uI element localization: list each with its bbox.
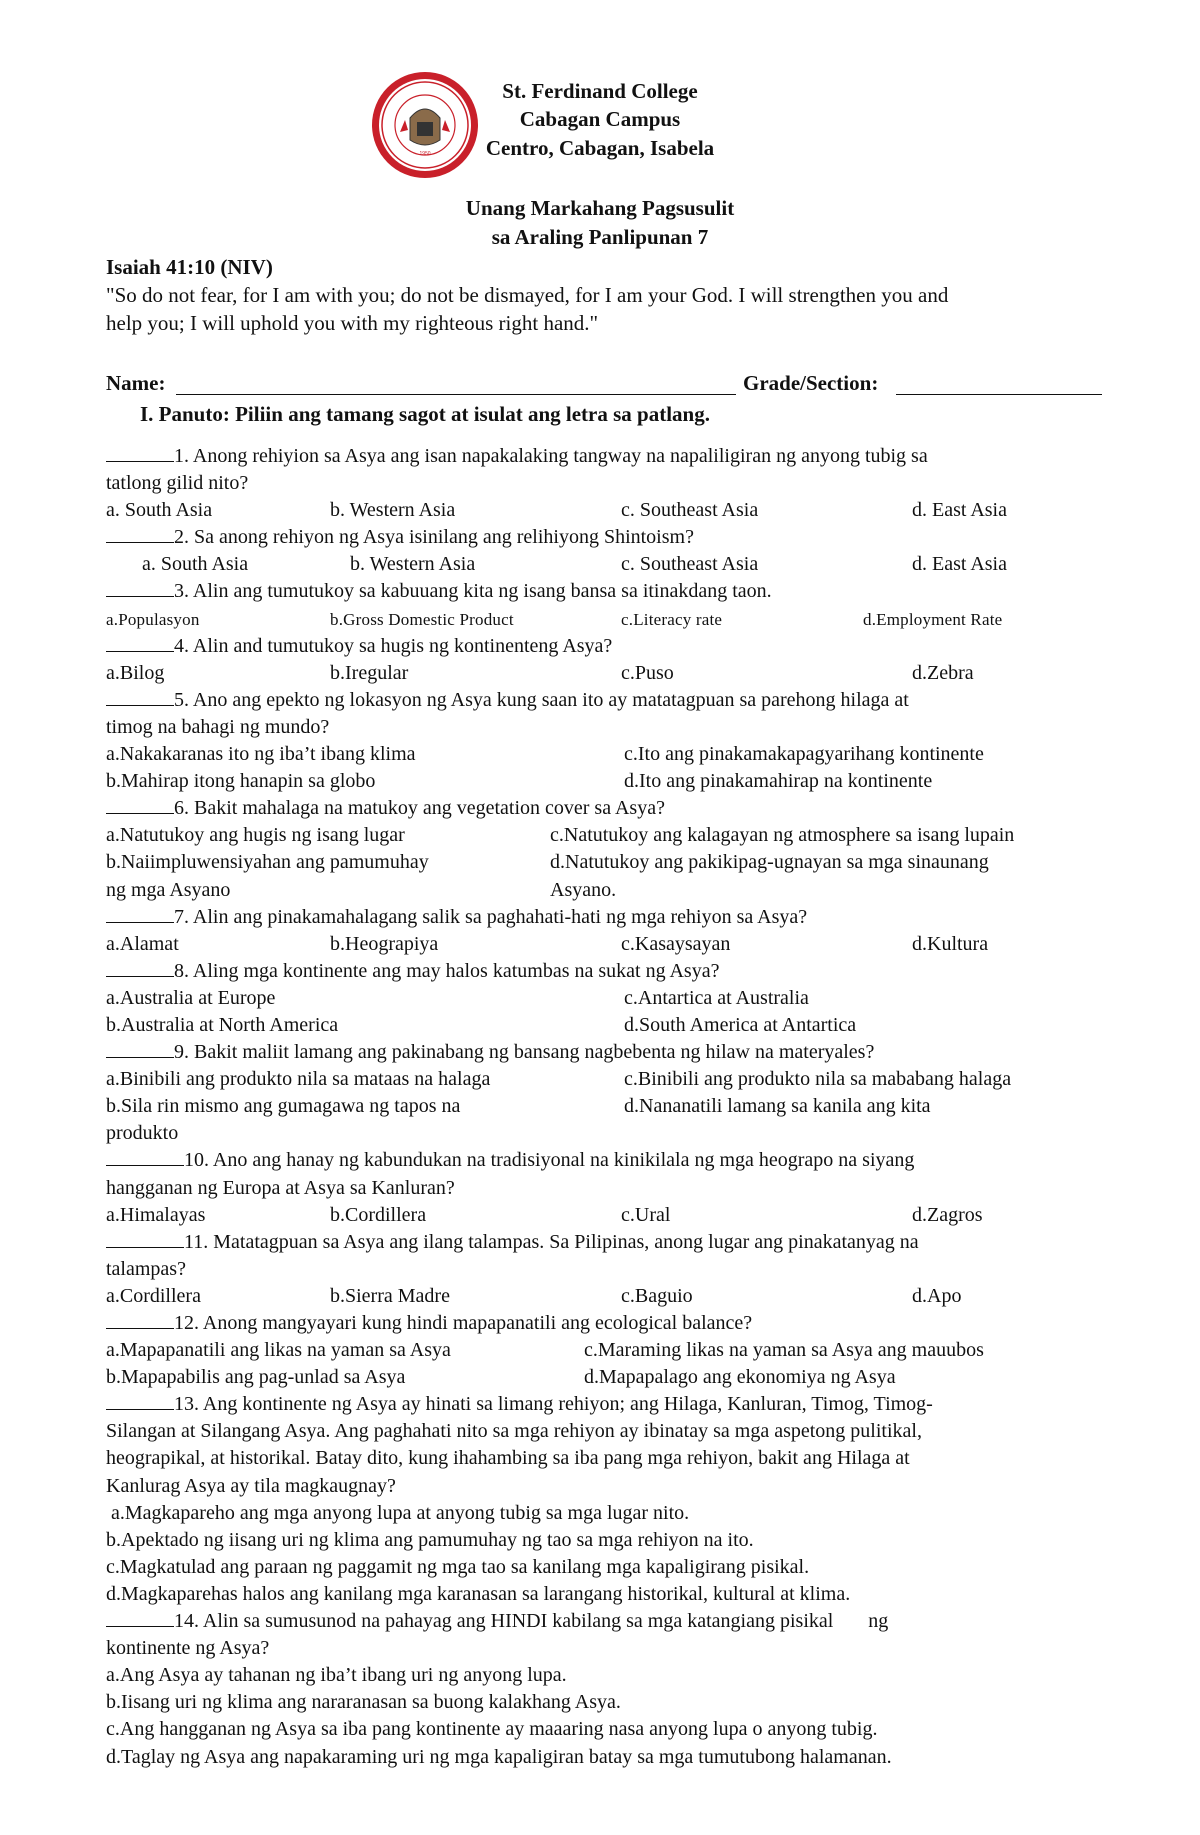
choice: c.Kasaysayan <box>621 932 731 955</box>
question-line <box>106 958 1102 985</box>
choice: d.Zagros <box>912 1203 983 1226</box>
choices-row <box>106 551 1102 578</box>
verse-reference: Isaiah 41:10 (NIV) <box>106 255 273 279</box>
answer-blank[interactable] <box>106 1608 174 1627</box>
choices-row <box>106 1066 1102 1093</box>
choice: a. South Asia <box>106 499 213 522</box>
question-line: Kanlurag Asya ay tila magkaugnay? <box>106 1474 396 1497</box>
choice: b.Sierra Madre <box>330 1284 450 1307</box>
instruction-heading: I. Panuto: Piliin ang tamang sagot at isulat ang letra sa patlang. <box>140 402 710 426</box>
question-line <box>106 524 1102 551</box>
questions-body <box>106 443 1102 1771</box>
choice: b.Gross Domestic Product <box>330 609 514 629</box>
question-line: talampas? <box>106 1257 186 1280</box>
choice: c.Maraming likas na yaman sa Asya ang mauubos <box>584 1339 984 1362</box>
question-text: 10. Ano ang hanay ng kabundukan na tradisiyonal na kinikilala ng mga heograpo na siyang <box>184 1149 915 1172</box>
student-info-row <box>106 371 1102 401</box>
choices-row <box>106 660 1102 687</box>
choice: b. Western Asia <box>350 553 476 576</box>
choice: c.Natutukoy ang kalagayan ng atmosphere sa isang lupain <box>550 824 1015 847</box>
choice: a.Alamat <box>106 932 179 955</box>
question-line <box>106 633 1102 660</box>
question-line <box>106 904 1102 931</box>
choice: a.Bilog <box>106 661 165 684</box>
question-text: 3. Alin ang tumutukoy sa kabuuang kita ng isang bansa sa itinakdang taon. <box>174 580 772 603</box>
choice: d.Nananatili lamang sa kanila ang kita <box>624 1095 931 1118</box>
choice: b.Australia at North America <box>106 1013 339 1036</box>
answer-blank[interactable] <box>106 1229 184 1248</box>
choice: c.Ito ang pinakamakapagyarihang kontinente <box>624 743 984 766</box>
grade-section-field-line[interactable] <box>896 394 1102 395</box>
choice-continued: Asyano. <box>550 878 617 901</box>
choice: d.South America at Antartica <box>624 1013 857 1036</box>
question-line <box>106 687 1102 714</box>
choice: d.Ito ang pinakamahirap na kontinente <box>624 770 933 793</box>
choice: b.Apektado ng iisang uri ng klima ang pamumuhay ng tao sa mga rehiyon na ito. <box>106 1528 754 1551</box>
choices-row <box>106 877 1102 904</box>
choice: d.Mapapalago ang ekonomiya ng Asya <box>584 1366 896 1389</box>
choice: d.Employment Rate <box>863 609 1003 629</box>
choices-row <box>106 1202 1102 1229</box>
choice: b.Mapapabilis ang pag-unlad sa Asya <box>106 1366 406 1389</box>
answer-blank[interactable] <box>106 578 174 597</box>
choice: d. East Asia <box>912 553 1007 576</box>
question-text: 4. Alin and tumutukoy sa hugis ng kontinenteng Asya? <box>174 634 613 657</box>
name-label: Name: <box>106 371 166 395</box>
question-text: 13. Ang kontinente ng Asya ay hinati sa limang rehiyon; ang Hilaga, Kanluran, Timog, Timog- <box>174 1393 933 1416</box>
choice: c.Ang hangganan ng Asya sa iba pang kontinente ay maaaring nasa anyong lupa o anyong tubig. <box>106 1718 878 1741</box>
choice: d.Kultura <box>912 932 989 955</box>
answer-blank[interactable] <box>106 687 174 706</box>
question-line <box>106 443 1102 470</box>
answer-blank[interactable] <box>106 443 174 462</box>
name-field-line[interactable] <box>176 394 736 395</box>
choice-continued: produkto <box>106 1122 179 1145</box>
choices-row <box>106 741 1102 768</box>
choice: a.Ang Asya ay tahanan ng iba’t ibang uri ng anyong lupa. <box>106 1664 567 1687</box>
choice: c.Binibili ang produkto nila sa mababang halaga <box>624 1068 1012 1091</box>
choices-row <box>106 768 1102 795</box>
choice: b.Naiimpluwensiyahan ang pamumuhay <box>106 851 429 874</box>
question-line: tatlong gilid nito? <box>106 472 249 495</box>
choice: d.Apo <box>912 1284 962 1307</box>
choice: b.Sila rin mismo ang gumagawa ng tapos na <box>106 1095 461 1118</box>
choice: a.Binibili ang produkto nila sa mataas na halaga <box>106 1068 491 1091</box>
campus-name: Cabagan Campus <box>519 107 681 131</box>
choice: b.Cordillera <box>330 1203 427 1226</box>
verse-text <box>106 281 1096 337</box>
question-text: 1. Anong rehiyion sa Asya ang isan napakalaking tangway na napaliligiran ng anyong tubig sa <box>174 445 928 467</box>
question-text: 6. Bakit mahalaga na matukoy ang vegetation cover sa Asya? <box>174 797 665 820</box>
choice: d.Natutukoy ang pakikipag-ugnayan sa mga sinaunang <box>550 851 989 874</box>
choice: a.Populasyon <box>106 609 200 629</box>
exam-subject: sa Araling Panlipunan 7 <box>491 225 709 249</box>
choice: d.Taglay ng Asya ang napakaraming uri ng mga kapaligiran batay sa mga tumutubong halamanan. <box>106 1745 892 1768</box>
school-name: St. Ferdinand College <box>502 79 698 103</box>
choice: b.Iisang uri ng klima ang nararanasan sa buong kalakhang Asya. <box>106 1691 621 1714</box>
choice: c.Magkatulad ang paraan ng paggamit ng mga tao sa kanilang mga kapaligirang pisikal. <box>106 1555 810 1578</box>
question-text: 2. Sa anong rehiyon ng Asya isinilang ang relihiyong Shintoism? <box>174 526 694 549</box>
answer-blank[interactable] <box>106 633 174 652</box>
question-line: Silangan at Silangang Asya. Ang paghahati nito sa mga rehiyon ay ibinatay sa mga aspetong pulitikal, <box>106 1420 922 1443</box>
choice: c.Antartica at Australia <box>624 986 809 1009</box>
question-line <box>106 795 1102 822</box>
choice: d.Zebra <box>912 661 974 684</box>
choice: a.Cordillera <box>106 1284 201 1307</box>
verse-line: help you; I will uphold you with my righteous right hand." <box>106 311 599 335</box>
choice: b.Iregular <box>330 661 409 684</box>
exam-title: Unang Markahang Pagsusulit <box>465 196 735 220</box>
choice: c. Southeast Asia <box>621 553 759 576</box>
choice: a.Magkapareho ang mga anyong lupa at anyong tubig sa mga lugar nito. <box>106 1501 690 1524</box>
choices-row <box>106 1337 1102 1364</box>
question-line: kontinente ng Asya? <box>106 1637 270 1660</box>
choice: b.Heograpiya <box>330 932 439 955</box>
question-line <box>106 1229 1102 1256</box>
question-text: 11. Matatagpuan sa Asya ang ilang talampas. Sa Pilipinas, anong lugar ang pinakatanyag na <box>184 1230 919 1253</box>
question-text: 7. Alin ang pinakamahalagang salik sa paghahati-hati ng mga rehiyon sa Asya? <box>174 905 808 928</box>
question-line: heograpikal, at historikal. Batay dito, kung ihahambing sa iba pang mga rehiyon, bakit ang Hilaga at <box>106 1447 910 1470</box>
question-line <box>106 578 1102 605</box>
choice: c.Baguio <box>621 1284 693 1307</box>
svg-text:1950: 1950 <box>419 151 431 157</box>
question-line <box>106 1391 1102 1418</box>
question-text: 14. Alin sa sumusunod na pahayag ang HINDI kabilang sa mga katangiang pisikal ng <box>174 1610 889 1633</box>
choices-row <box>106 1283 1102 1310</box>
choice: c. Southeast Asia <box>621 499 759 522</box>
question-line <box>106 1147 1102 1174</box>
question-line: hangganan ng Europa at Asya sa Kanluran? <box>106 1176 455 1199</box>
choice-continued: ng mga Asyano <box>106 878 231 901</box>
grade-section-label: Grade/Section: <box>743 371 879 395</box>
choice: d. East Asia <box>912 499 1007 522</box>
choices-row <box>106 985 1102 1012</box>
answer-blank[interactable] <box>106 524 174 543</box>
school-address: Centro, Cabagan, Isabela <box>485 136 715 160</box>
question-line <box>106 1039 1102 1066</box>
question-text: 9. Bakit maliit lamang ang pakinabang ng bansang nagbebenta ng hilaw na materyales? <box>174 1041 875 1064</box>
choice: a.Himalayas <box>106 1203 206 1226</box>
choice: a.Australia at Europe <box>106 986 276 1009</box>
choices-row <box>106 931 1102 958</box>
choices-row <box>106 1093 1102 1120</box>
choice: a.Natutukoy ang hugis ng isang lugar <box>106 824 405 847</box>
question-line <box>106 1608 1102 1635</box>
choice: b. Western Asia <box>330 499 456 522</box>
choice: c.Literacy rate <box>621 609 723 629</box>
answer-blank[interactable] <box>106 904 174 923</box>
choice: b.Mahirap itong hanapin sa globo <box>106 770 376 793</box>
question-line: timog na bahagi ng mundo? <box>106 715 330 738</box>
question-text: 8. Aling mga kontinente ang may halos katumbas na sukat ng Asya? <box>174 959 720 982</box>
choice: c.Puso <box>621 661 674 684</box>
answer-blank[interactable] <box>106 1391 174 1410</box>
answer-blank[interactable] <box>106 795 174 814</box>
question-line <box>106 1310 1102 1337</box>
choices-row <box>106 606 1102 633</box>
answer-blank[interactable] <box>106 1310 174 1329</box>
choice: a. South Asia <box>142 553 249 576</box>
choices-row <box>106 1012 1102 1039</box>
question-text: 5. Ano ang epekto ng lokasyon ng Asya kung saan ito ay matatagpuan sa parehong hilaga at <box>174 688 909 711</box>
answer-blank[interactable] <box>106 1147 184 1166</box>
answer-blank[interactable] <box>106 958 174 977</box>
answer-blank[interactable] <box>106 1039 174 1058</box>
choice: d.Magkaparehas halos ang kanilang mga karanasan sa larangang historikal, kultural at klima. <box>106 1582 851 1605</box>
choices-row <box>106 497 1102 524</box>
verse-line: "So do not fear, for I am with you; do not be dismayed, for I am your God. I will strengthen you and <box>106 283 949 307</box>
choice: a.Nakakaranas ito ng iba’t ibang klima <box>106 743 416 766</box>
choices-row <box>106 1364 1102 1391</box>
choice: a.Mapapanatili ang likas na yaman sa Asya <box>106 1339 451 1362</box>
choices-row <box>106 849 1102 876</box>
choice: c.Ural <box>621 1203 671 1226</box>
question-text: 12. Anong mangyayari kung hindi mapapanatili ang ecological balance? <box>174 1312 753 1334</box>
choices-row <box>106 822 1102 849</box>
